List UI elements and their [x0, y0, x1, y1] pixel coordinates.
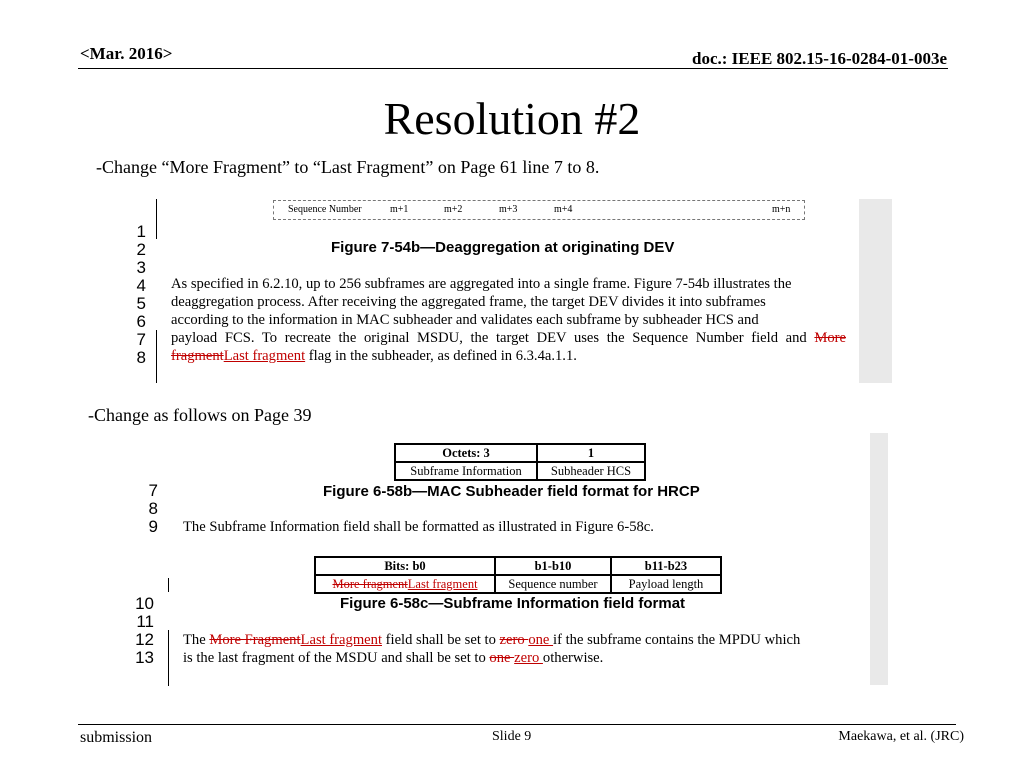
- line-numbers-1: [126, 223, 146, 367]
- deaggregation-paragraph: [171, 275, 846, 365]
- slide-number: Slide 9: [492, 729, 532, 744]
- sequence-number-row: [273, 200, 805, 220]
- field-cell: [315, 575, 495, 593]
- line-number: 11: [136, 612, 154, 631]
- line-number: 1: [136, 222, 146, 241]
- header-doc-id: doc.: IEEE 802.15-16-0284-01-003e: [692, 49, 947, 68]
- excerpt2-edge-shade: [870, 433, 888, 685]
- line-number: 5: [136, 294, 146, 313]
- footer-submission: submission: [80, 729, 153, 746]
- para-text: if the subframe contains the MPDU which: [553, 632, 801, 648]
- header-cell: 1: [537, 444, 645, 462]
- figure-6-58b-caption: Figure 6-58b—MAC Subheader field format for HRCP: [323, 483, 700, 500]
- field-cell: Payload length: [611, 575, 721, 593]
- para-text: payload FCS. To recreate the original MSDU, the target DEV uses the Sequence Number field and: [171, 330, 807, 346]
- inserted-text: Last fragment: [300, 632, 382, 648]
- seq-m4: m+4: [554, 204, 573, 215]
- para-line: [183, 631, 800, 649]
- subframe-info-text: The Subframe Information field shall be formatted as illustrated in Figure 6-58c.: [183, 519, 654, 535]
- line-number: 3: [136, 258, 146, 277]
- deleted-text: one: [489, 650, 515, 666]
- seq-mn: m+n: [772, 204, 791, 215]
- line-number: 6: [136, 312, 146, 331]
- inserted-text: one: [528, 632, 554, 648]
- deleted-text: fragment: [171, 348, 224, 364]
- line-number: 13: [135, 648, 154, 667]
- field-cell: Subheader HCS: [537, 462, 645, 480]
- change-bar: [156, 330, 157, 383]
- change-bar: [168, 630, 169, 686]
- subframe-info-table: [314, 556, 722, 594]
- change-note-1: -Change “More Fragment” to “Last Fragment” on Page 61 line 7 to 8.: [96, 157, 600, 177]
- deleted-text: More fragment: [332, 577, 408, 591]
- para-line: [183, 649, 800, 667]
- change-bar: [156, 199, 157, 239]
- deleted-text: zero: [499, 632, 529, 648]
- subheader-field-table: [394, 443, 646, 481]
- para-line: [171, 329, 846, 347]
- line-numbers-2a: [138, 482, 158, 536]
- para-line: [171, 347, 846, 365]
- line-number: 8: [148, 499, 158, 518]
- line-number: 12: [135, 630, 154, 649]
- line-number: 4: [136, 276, 146, 295]
- last-fragment-paragraph: [183, 631, 800, 667]
- line-number: 10: [135, 594, 154, 613]
- excerpt1-edge-shade: [858, 199, 892, 383]
- deleted-text: More Fragment: [209, 632, 301, 648]
- line-number: 7: [136, 330, 146, 349]
- para-line: deaggregation process. After receiving the aggregated frame, the target DEV divides it into subframes: [171, 294, 766, 310]
- inserted-text: zero: [514, 650, 543, 666]
- seq-m3: m+3: [499, 204, 518, 215]
- para-text: is the last fragment of the MSDU and shall be set to: [183, 650, 490, 666]
- para-text: flag in the subheader, as defined in 6.3.4a.1.1.: [305, 348, 577, 364]
- para-text: field shall be set to: [382, 632, 500, 648]
- seq-m1: m+1: [390, 204, 409, 215]
- slide-title: Resolution #2: [383, 93, 641, 144]
- change-note-2: -Change as follows on Page 39: [88, 405, 312, 425]
- header-divider: [78, 68, 948, 69]
- line-number: 8: [136, 348, 146, 367]
- para-line: according to the information in MAC subheader and validates each subframe by subheader HCS and: [171, 312, 759, 328]
- field-cell: Subframe Information: [395, 462, 537, 480]
- line-numbers-2b: [134, 595, 154, 667]
- field-cell: Sequence number: [495, 575, 611, 593]
- header-cell: b1-b10: [495, 557, 611, 575]
- para-text: otherwise.: [542, 650, 604, 666]
- line-number: 2: [136, 240, 146, 259]
- header-date: <Mar. 2016>: [80, 44, 173, 63]
- line-number: 9: [148, 517, 158, 536]
- line-number: 7: [148, 481, 158, 500]
- seq-label: Sequence Number: [288, 204, 362, 215]
- para-text: The: [183, 632, 210, 648]
- header-cell: b11-b23: [611, 557, 721, 575]
- para-line: As specified in 6.2.10, up to 256 subframes are aggregated into a single frame. Figure 7-54b illustrates the: [171, 276, 792, 292]
- inserted-text: Last fragment: [223, 348, 306, 364]
- footer-authors: Maekawa, et al. (JRC): [838, 729, 964, 744]
- change-bar: [168, 578, 169, 592]
- inserted-text: Last fragment: [407, 577, 478, 591]
- header-cell: Octets: 3: [395, 444, 537, 462]
- figure-7-54b-caption: Figure 7-54b—Deaggregation at originating DEV: [331, 239, 675, 256]
- footer-divider: [78, 724, 956, 725]
- figure-6-58c-caption: Figure 6-58c—Subframe Information field format: [340, 595, 686, 612]
- header-cell: Bits: b0: [315, 557, 495, 575]
- seq-m2: m+2: [444, 204, 463, 215]
- deleted-text: More: [814, 330, 846, 346]
